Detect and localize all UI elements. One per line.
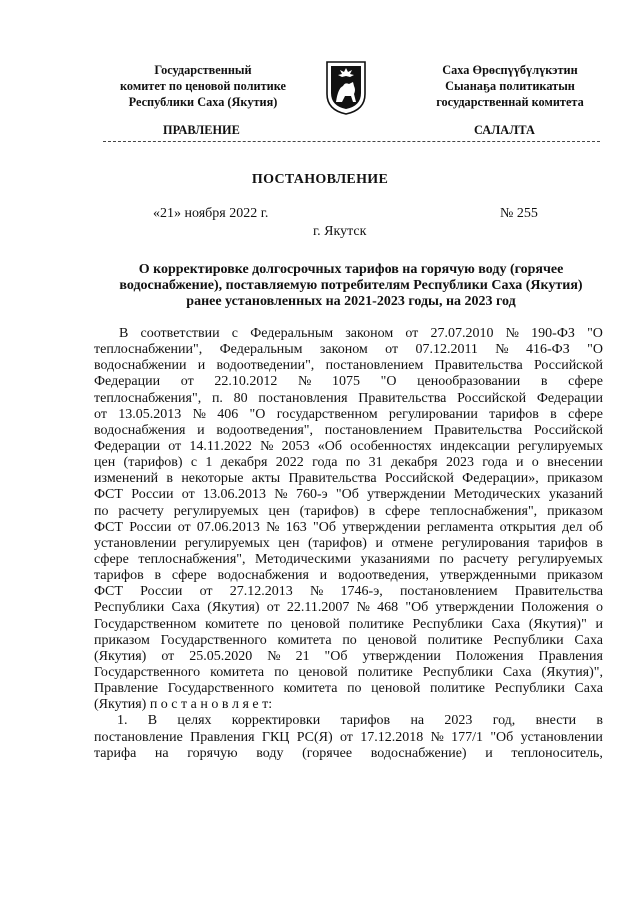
header-left-block	[96, 62, 310, 110]
document-body	[94, 326, 603, 762]
body-line: Государственном комитете по ценовой политике Республики Саха (Якутия)" и	[94, 616, 603, 632]
body-line: от 13.05.2013 № 406 "О государственном регулировании тарифов в сфере	[94, 406, 603, 422]
header-left-line: Государственный	[154, 63, 252, 77]
body-line: постановление Правления ГКЦ РС(Я) от 17.12.2018 № 177/1 "Об установлении	[94, 729, 603, 745]
document-title: ПОСТАНОВЛЕНИЕ	[251, 172, 389, 187]
header-divider	[103, 141, 600, 142]
subject-line: О корректировке долгосрочных тарифов на горячую воду (горячее	[138, 262, 564, 277]
body-line: цен (тарифов) с 1 декабря 2022 года по 31 декабря 2023 года и о внесении	[94, 455, 603, 471]
document-subject	[96, 262, 606, 311]
header-left-line: Республики Саха (Якутия)	[128, 95, 278, 109]
document-number: № 255	[500, 206, 538, 221]
header-right-subtitle: САЛАЛТА	[474, 123, 535, 137]
subject-line: ранее установленных на 2021-2023 годы, на 2023 год	[186, 294, 516, 310]
body-line: 1. В целях корректировки тарифов на 2023 год, внести в	[117, 713, 603, 729]
body-line: изменений в некоторые акты Правительства Российской Федерации», приказом	[94, 471, 603, 487]
body-line: ФСТ России от 27.12.2013 № 1746-э, постановлением Правительства	[94, 584, 603, 600]
body-line: ФСТ России от 13.06.2013 № 760-э "Об утверждении Методических указаний	[94, 487, 603, 503]
body-line: тарифа на горячую воду (горячее водоснабжение) и теплоноситель,	[94, 745, 603, 761]
document-city: г. Якутск	[313, 224, 367, 239]
body-line: по расчету регулируемых цен (тарифов) в сфере теплоснабжения", приказом	[94, 503, 603, 519]
body-line: (Якутия) от 25.05.2020 № 21 "Об утверждении Положения Правления	[94, 648, 603, 664]
body-line: установлении регулируемых цен (тарифов) и отмене регулирования тарифов в	[94, 535, 603, 551]
body-line: (Якутия) п о с т а н о в л я е т:	[94, 697, 273, 713]
emblem-icon	[323, 58, 369, 116]
body-line: В соответствии с Федеральным законом от 27.07.2010 № 190-ФЗ "О	[119, 326, 603, 341]
header-left-subtitle: ПРАВЛЕНИЕ	[163, 123, 240, 137]
body-line: Республики Саха (Якутия) от 22.11.2007 № 468 "Об утверждении Положения о	[94, 600, 603, 616]
header-right-line: Саха Өрөспүүбүлүкэтин	[442, 63, 578, 77]
body-line: Федерации от 22.10.2012 № 1075 "О ценообразовании в сфере	[94, 374, 603, 390]
subject-line: водоснабжение), поставляемую потребителям Республики Саха (Якутия)	[119, 278, 583, 294]
body-line: ФСТ России от 07.06.2013 № 163 "Об утверждении регламента открытия дел об	[94, 519, 603, 535]
header-right-line: Сыанаҕа политикатын	[445, 79, 575, 93]
body-line: Федерации от 14.11.2022 № 2053 «Об особенностях индексации регулируемых	[94, 438, 603, 454]
body-line: теплоснабжении", Федеральным законом от 07.12.2011 № 416-ФЗ "О	[94, 342, 603, 358]
body-line: сфере теплоснабжения", Методическими указаниями по расчету регулируемых	[94, 551, 603, 567]
document-date: «21» ноября 2022 г.	[153, 206, 269, 221]
header-right-block	[410, 62, 610, 110]
body-line: Государственного комитета по ценовой политике Республики Саха (Якутия)",	[94, 664, 603, 680]
body-line: теплоснабжения", п. 80 постановления Правительства Российской Федерации	[94, 390, 603, 406]
header-right-line: государственнай комитета	[436, 95, 584, 109]
body-line: водоснабжении и водоотведении", постановлением Правительства Российской	[94, 358, 603, 374]
body-line: приказом Государственного комитета по ценовой политике Республики Саха	[94, 632, 603, 648]
body-line: Правление Государственного комитета по ценовой политике Республики Саха	[94, 681, 603, 697]
header-left-line: комитет по ценовой политике	[120, 79, 286, 93]
body-line: водоснабжения и водоотведения", постановлением Правительства Российской	[94, 422, 603, 438]
body-line: тарифов в сфере водоснабжения и водоотведения, утвержденными приказом	[94, 568, 603, 584]
